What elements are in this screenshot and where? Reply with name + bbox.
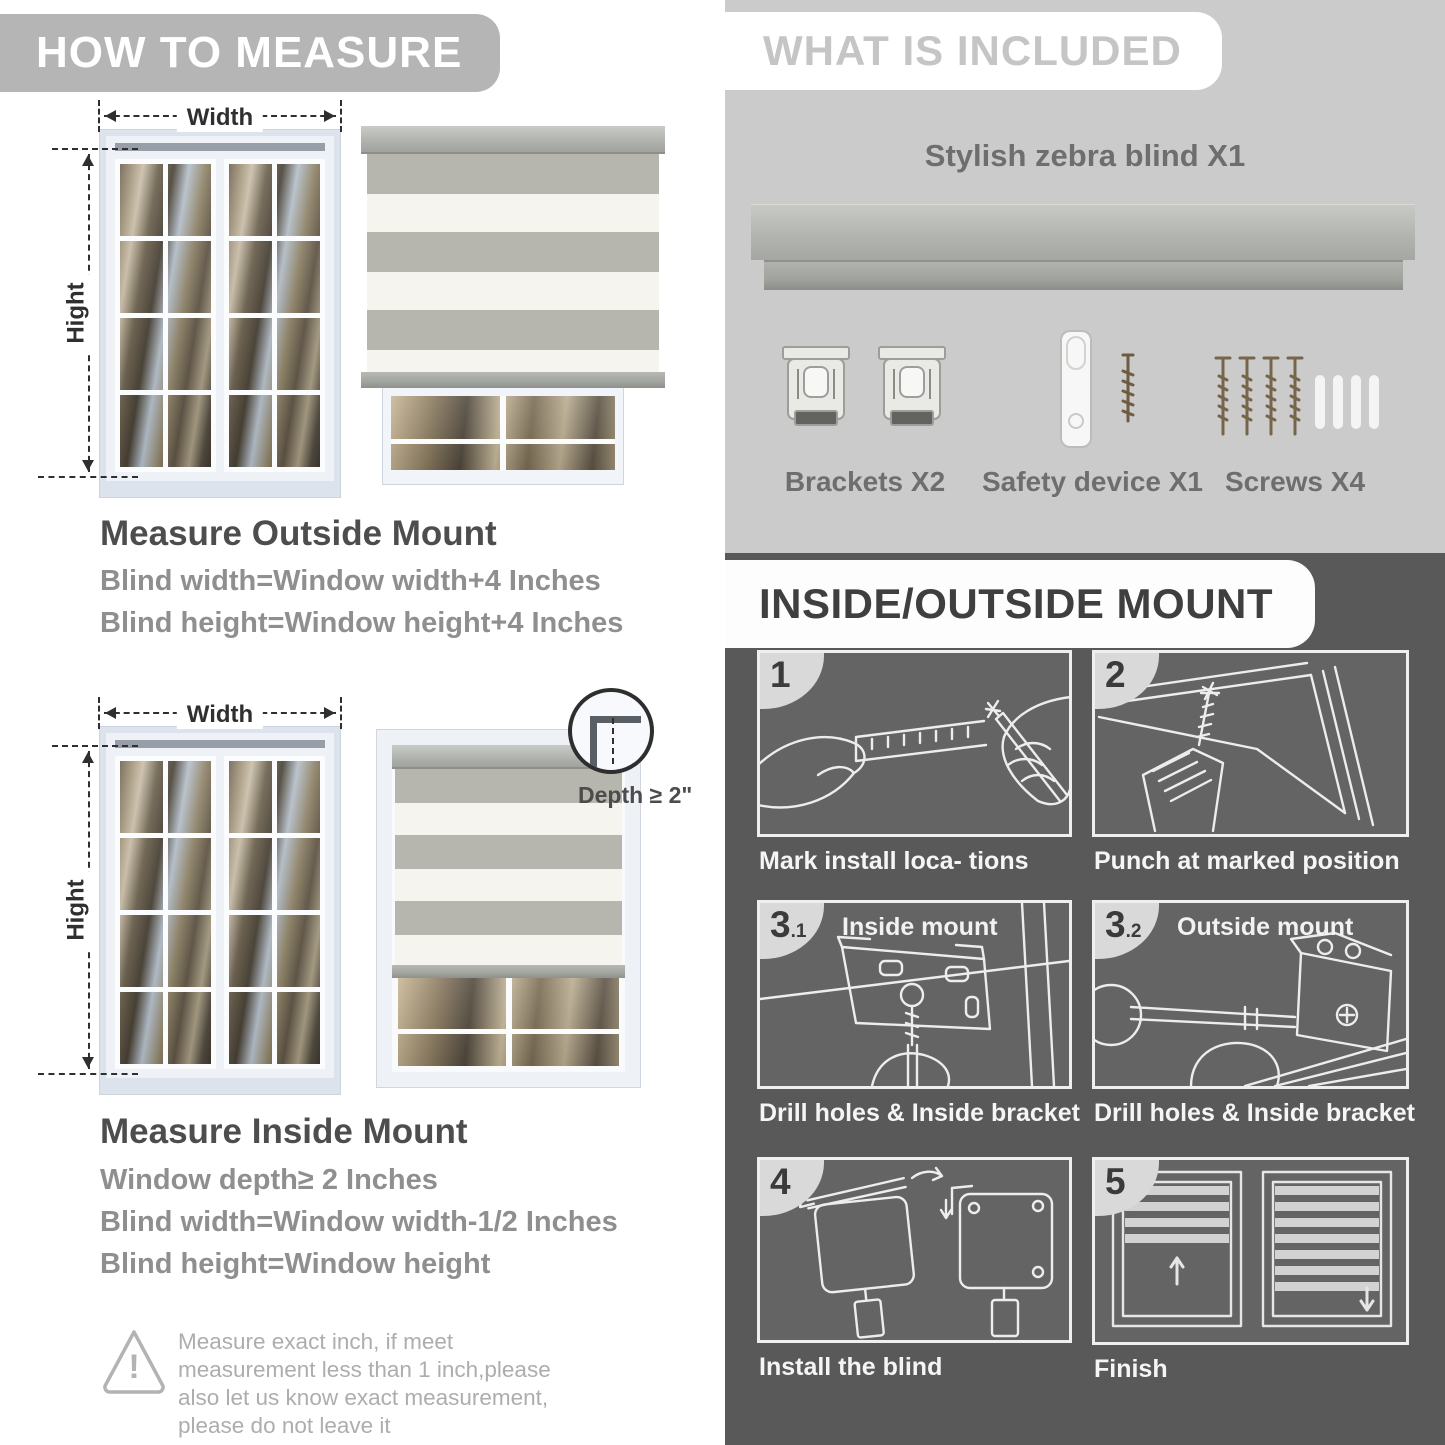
step-panel-title: Outside mount (1177, 913, 1354, 941)
inside-mount-line1: Window depth≥ 2 Inches (100, 1164, 438, 1196)
step-5 (1092, 1157, 1409, 1383)
warning-text: Measure exact inch, if meet measurement less than 1 inch,please also let us know exact measurement, please do not leave it (178, 1329, 551, 1438)
safety-device-icon (1035, 325, 1155, 457)
step-3-2 (1092, 900, 1415, 1127)
step-4-panel (757, 1157, 1072, 1343)
blind-cassette (361, 126, 665, 154)
step-badge: 3.2 (1095, 903, 1159, 959)
svg-text:!: ! (128, 1348, 140, 1386)
depth-label: Depth ≥ 2" (578, 782, 693, 808)
inside-mount-title: Measure Inside Mount (100, 1112, 468, 1151)
step-5-panel (1092, 1157, 1409, 1345)
outside-mount-line2: Blind height=Window height+4 Inches (100, 607, 624, 639)
screws-label: Screws X4 (1224, 466, 1366, 497)
step-badge: 3.1 (760, 903, 824, 959)
window-peek (398, 978, 619, 1066)
headrail-top (751, 204, 1415, 260)
height-label: Hight (63, 871, 91, 948)
blind-bottom-rail (361, 372, 665, 388)
window-sash-right (224, 159, 325, 472)
height-label: Hight (63, 274, 91, 351)
step-caption: Install the blind (759, 1353, 943, 1381)
warning-triangle-icon (100, 1326, 168, 1396)
step-1 (757, 650, 1072, 875)
step-caption: Mark install loca- tions (759, 847, 1029, 875)
width-dimension-outside (98, 104, 342, 131)
safety-device-label: Safety device X1 (981, 466, 1204, 497)
step-2 (1092, 650, 1409, 875)
screws-icon (1208, 352, 1383, 447)
depth-magnifier-icon (568, 688, 654, 774)
step-badge: 1 (760, 653, 824, 709)
step-caption: Drill holes & Inside bracket (759, 1099, 1080, 1127)
step-badge: 2 (1095, 653, 1159, 709)
brackets-icon (775, 335, 955, 447)
step-badge: 4 (760, 1160, 824, 1216)
step-caption: Drill holes & Inside bracket (1094, 1099, 1415, 1127)
product-label: Stylish zebra blind X1 (924, 138, 1246, 173)
inside-mount-line2: Blind width=Window width-1/2 Inches (100, 1206, 618, 1238)
step-badge: 5 (1095, 1160, 1159, 1216)
height-dimension-inside (52, 745, 142, 1075)
blind-bottom-rail (392, 965, 625, 978)
step-1-panel (757, 650, 1072, 837)
step-3-1 (757, 900, 1080, 1127)
outside-mount-line1: Blind width=Window width+4 Inches (100, 565, 601, 597)
window-sash-right (224, 756, 325, 1069)
window-top-rail (115, 143, 325, 151)
step-4 (757, 1157, 1072, 1381)
inside-outside-mount-header: INSIDE/OUTSIDE MOUNT (725, 560, 1315, 648)
step-caption: Finish (1094, 1355, 1168, 1383)
step-3-2-panel (1092, 900, 1409, 1089)
step-panel-title: Inside mount (842, 913, 998, 941)
step-caption: Punch at marked position (1094, 847, 1400, 875)
what-is-included-header: WHAT IS INCLUDED (725, 12, 1222, 90)
zebra-fabric (367, 154, 659, 372)
height-dimension-outside (52, 148, 142, 478)
step-2-panel (1092, 650, 1409, 837)
window-peek (383, 388, 623, 484)
step-3-1-panel (757, 900, 1072, 1089)
width-label: Width (177, 104, 263, 132)
outside-mount-blind-illustration (363, 126, 663, 498)
brackets-label: Brackets X2 (784, 466, 946, 497)
outside-mount-title: Measure Outside Mount (100, 514, 497, 553)
how-to-measure-header: HOW TO MEASURE (0, 14, 500, 92)
window-top-rail (115, 740, 325, 748)
width-label: Width (177, 701, 263, 729)
headrail-bottom (764, 260, 1403, 290)
inside-mount-line3: Blind height=Window height (100, 1248, 491, 1280)
width-dimension-inside (98, 701, 342, 728)
